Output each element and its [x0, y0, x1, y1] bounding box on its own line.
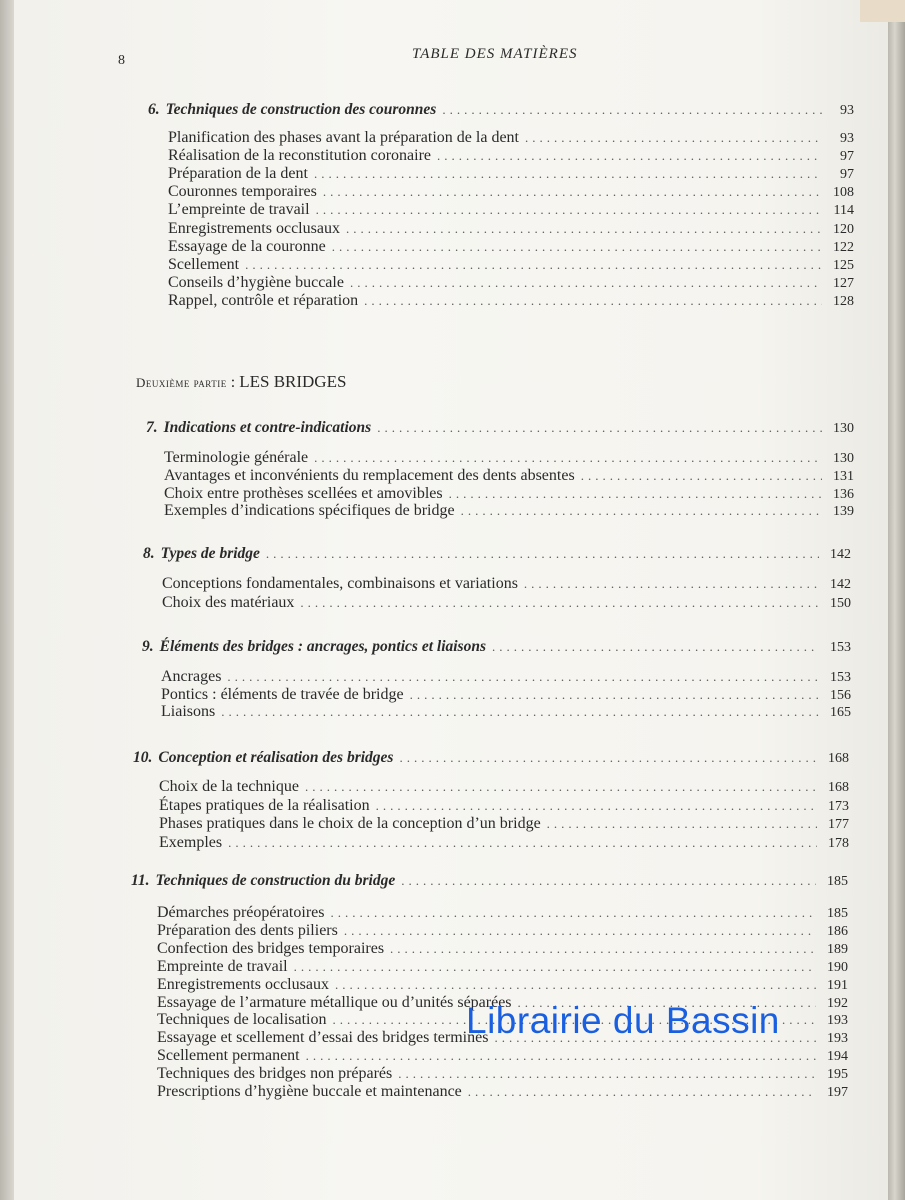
entry-page: 195 — [827, 1067, 848, 1082]
entry-page: 120 — [833, 222, 854, 237]
entry-label: Pontics : éléments de travée de bridge — [161, 686, 404, 703]
entry-page: 178 — [828, 836, 849, 851]
leader-dots — [300, 595, 819, 611]
chapter8-heading — [143, 545, 851, 565]
leader-dots — [227, 669, 819, 685]
entry-page: 97 — [840, 149, 854, 164]
entry-page: 197 — [827, 1085, 848, 1100]
entry-page: 136 — [833, 487, 854, 502]
entry-label: Rappel, contrôle et réparation — [168, 292, 359, 309]
entry-page: 131 — [833, 469, 854, 484]
entry-page: 150 — [830, 596, 851, 611]
chapter6-heading — [148, 101, 854, 121]
leader-dots — [305, 779, 817, 795]
leader-dots — [228, 835, 817, 851]
toc-entry — [168, 165, 854, 185]
chapter-page: 130 — [833, 421, 854, 436]
toc-entry — [168, 292, 854, 312]
entry-label: Choix des matériaux — [162, 594, 295, 611]
entry-page: 168 — [828, 780, 849, 795]
leader-dots — [332, 239, 822, 255]
chapter-number: 7. — [146, 419, 158, 436]
entry-page: 185 — [827, 906, 848, 921]
entry-label: Préparation des dents piliers — [157, 922, 338, 939]
entry-page: 139 — [833, 504, 854, 519]
entry-label: Techniques des bridges non préparés — [157, 1065, 393, 1082]
entry-label: Techniques de localisation — [157, 1011, 327, 1028]
leader-dots — [399, 750, 817, 766]
entry-label: Ancrages — [161, 668, 222, 685]
toc-entry — [159, 778, 849, 798]
toc-entry — [157, 940, 848, 960]
entry-label: L’empreinte de travail — [168, 201, 310, 218]
entry-page: 127 — [833, 276, 854, 291]
entry-label: Choix de la technique — [159, 778, 299, 795]
entry-label: Scellement — [168, 256, 240, 273]
entry-page: 128 — [833, 294, 854, 309]
chapter-page: 185 — [827, 874, 848, 889]
chapter-title: Conception et réalisation des bridges — [158, 749, 394, 766]
chapter-title: Éléments des bridges : ancrages, pontics et liaisons — [159, 638, 486, 655]
entry-label: Essayage de la couronne — [168, 238, 326, 255]
chapter-page: 153 — [830, 640, 851, 655]
leader-dots — [442, 102, 822, 118]
entry-page: 186 — [827, 924, 848, 939]
chapter-title: Techniques de construction du bridge — [155, 872, 396, 889]
leader-dots — [449, 486, 822, 502]
toc-entry — [157, 958, 848, 978]
chapter-page: 93 — [840, 103, 854, 118]
entry-page: 142 — [830, 577, 851, 592]
leader-dots — [245, 257, 822, 273]
part-prefix: Deuxième partie — [136, 375, 227, 390]
leader-dots — [492, 639, 819, 655]
entry-page: 125 — [833, 258, 854, 273]
page-number: 8 — [118, 53, 125, 68]
leader-dots — [398, 1066, 816, 1082]
part-title: LES BRIDGES — [239, 372, 347, 391]
toc-entry — [168, 201, 854, 221]
leader-dots — [525, 130, 822, 146]
chapter-number: 11. — [131, 872, 150, 889]
entry-page: 177 — [828, 817, 849, 832]
leader-dots — [410, 687, 819, 703]
toc-entry — [162, 575, 851, 595]
entry-label: Choix entre prothèses scellées et amovibles — [164, 485, 443, 502]
entry-page: 192 — [827, 996, 848, 1011]
toc-entry — [168, 256, 854, 276]
leader-dots — [314, 166, 822, 182]
chapter7-heading — [146, 419, 854, 439]
entry-label: Conseils d’hygiène buccale — [168, 274, 344, 291]
entry-label: Essayage et scellement d’essai des bridges terminés — [157, 1029, 489, 1046]
entry-label: Scellement permanent — [157, 1047, 300, 1064]
toc-entry — [161, 703, 851, 723]
toc-entry — [159, 815, 849, 835]
leader-dots — [468, 1084, 816, 1100]
chapter-page: 168 — [828, 751, 849, 766]
chapter-page: 142 — [830, 547, 851, 562]
chapter-title: Techniques de construction des couronnes — [165, 101, 437, 118]
toc-entry — [164, 467, 854, 487]
leader-dots — [266, 546, 819, 562]
toc-entry — [157, 1065, 848, 1085]
entry-page: 190 — [827, 960, 848, 975]
toc-entry — [168, 220, 854, 240]
entry-label: Préparation de la dent — [168, 165, 308, 182]
leader-dots — [547, 816, 817, 832]
entry-label: Essayage de l’armature métallique ou d’unités séparées — [157, 994, 512, 1011]
toc-entry — [168, 238, 854, 258]
chapter-title: Types de bridge — [160, 545, 260, 562]
entry-label: Enregistrements occlusaux — [168, 220, 340, 237]
entry-page: 156 — [830, 688, 851, 703]
toc-entry — [168, 147, 854, 167]
entry-page: 97 — [840, 167, 854, 182]
toc-entry — [162, 594, 851, 614]
entry-page: 193 — [827, 1013, 848, 1028]
part-heading — [136, 372, 346, 392]
chapter9-heading — [142, 638, 851, 658]
chapter-number: 9. — [142, 638, 154, 655]
leader-dots — [316, 202, 822, 218]
leader-dots — [350, 275, 822, 291]
entry-page: 193 — [827, 1031, 848, 1046]
leader-dots — [581, 468, 822, 484]
leader-dots — [294, 959, 816, 975]
toc-entry — [157, 904, 848, 924]
toc-entry — [161, 668, 851, 688]
watermark: Librairie du Bassin — [466, 1000, 780, 1041]
entry-label: Enregistrements occlusaux — [157, 976, 329, 993]
entry-label: Prescriptions d’hygiène buccale et maintenance — [157, 1083, 462, 1100]
entry-page: 191 — [827, 978, 848, 993]
toc-entry — [164, 502, 854, 522]
leader-dots — [377, 420, 822, 436]
entry-label: Couronnes temporaires — [168, 183, 317, 200]
toc-entry — [168, 183, 854, 203]
leader-dots — [364, 293, 822, 309]
leader-dots — [306, 1048, 816, 1064]
entry-page: 189 — [827, 942, 848, 957]
entry-page: 114 — [833, 203, 854, 218]
entry-page: 108 — [833, 185, 854, 200]
entry-label: Étapes pratiques de la réalisation — [159, 797, 370, 814]
leader-dots — [330, 905, 816, 921]
entry-label: Phases pratiques dans le choix de la conception d’un bridge — [159, 815, 541, 832]
entry-label: Terminologie générale — [164, 449, 309, 466]
leader-dots — [390, 941, 816, 957]
chapter-number: 8. — [143, 545, 155, 562]
entry-page: 165 — [830, 705, 851, 720]
entry-label: Liaisons — [161, 703, 216, 720]
leader-dots — [461, 503, 822, 519]
running-title: TABLE DES MATIÈRES — [412, 46, 578, 62]
entry-label: Avantages et inconvénients du remplacement des dents absentes — [164, 467, 575, 484]
entry-label: Planification des phases avant la préparation de la dent — [168, 129, 519, 146]
toc-entry — [157, 976, 848, 996]
toc-entry — [164, 449, 854, 469]
entry-page: 122 — [833, 240, 854, 255]
leader-dots — [401, 873, 816, 889]
entry-label: Démarches préopératoires — [157, 904, 325, 921]
leader-dots — [323, 184, 822, 200]
leader-dots — [346, 221, 822, 237]
toc-entry — [159, 797, 849, 817]
toc-entry — [157, 1083, 848, 1103]
entry-label: Exemples — [159, 834, 223, 851]
chapter11-heading — [131, 872, 848, 892]
entry-label: Exemples d’indications spécifiques de bridge — [164, 502, 455, 519]
part-separator: : — [226, 374, 240, 391]
toc-entry — [159, 834, 849, 854]
leader-dots — [524, 576, 819, 592]
leader-dots — [221, 704, 819, 720]
chapter10-heading — [133, 749, 849, 769]
toc-entry — [168, 274, 854, 294]
leader-dots — [344, 923, 816, 939]
toc-entry — [157, 922, 848, 942]
leader-dots — [376, 798, 817, 814]
entry-page: 130 — [833, 451, 854, 466]
entry-page: 173 — [828, 799, 849, 814]
entry-label: Conceptions fondamentales, combinaisons et variations — [162, 575, 518, 592]
chapter-number: 10. — [133, 749, 153, 766]
entry-page: 194 — [827, 1049, 848, 1064]
leader-dots — [314, 450, 822, 466]
toc-entry — [157, 1047, 848, 1067]
toc-entry — [168, 129, 854, 149]
entry-page: 153 — [830, 670, 851, 685]
entry-label: Confection des bridges temporaires — [157, 940, 385, 957]
entry-page: 93 — [840, 131, 854, 146]
entry-label: Empreinte de travail — [157, 958, 288, 975]
leader-dots — [335, 977, 816, 993]
leader-dots — [437, 148, 822, 164]
chapter-title: Indications et contre-indications — [163, 419, 372, 436]
chapter-number: 6. — [148, 101, 160, 118]
entry-label: Réalisation de la reconstitution coronaire — [168, 147, 432, 164]
